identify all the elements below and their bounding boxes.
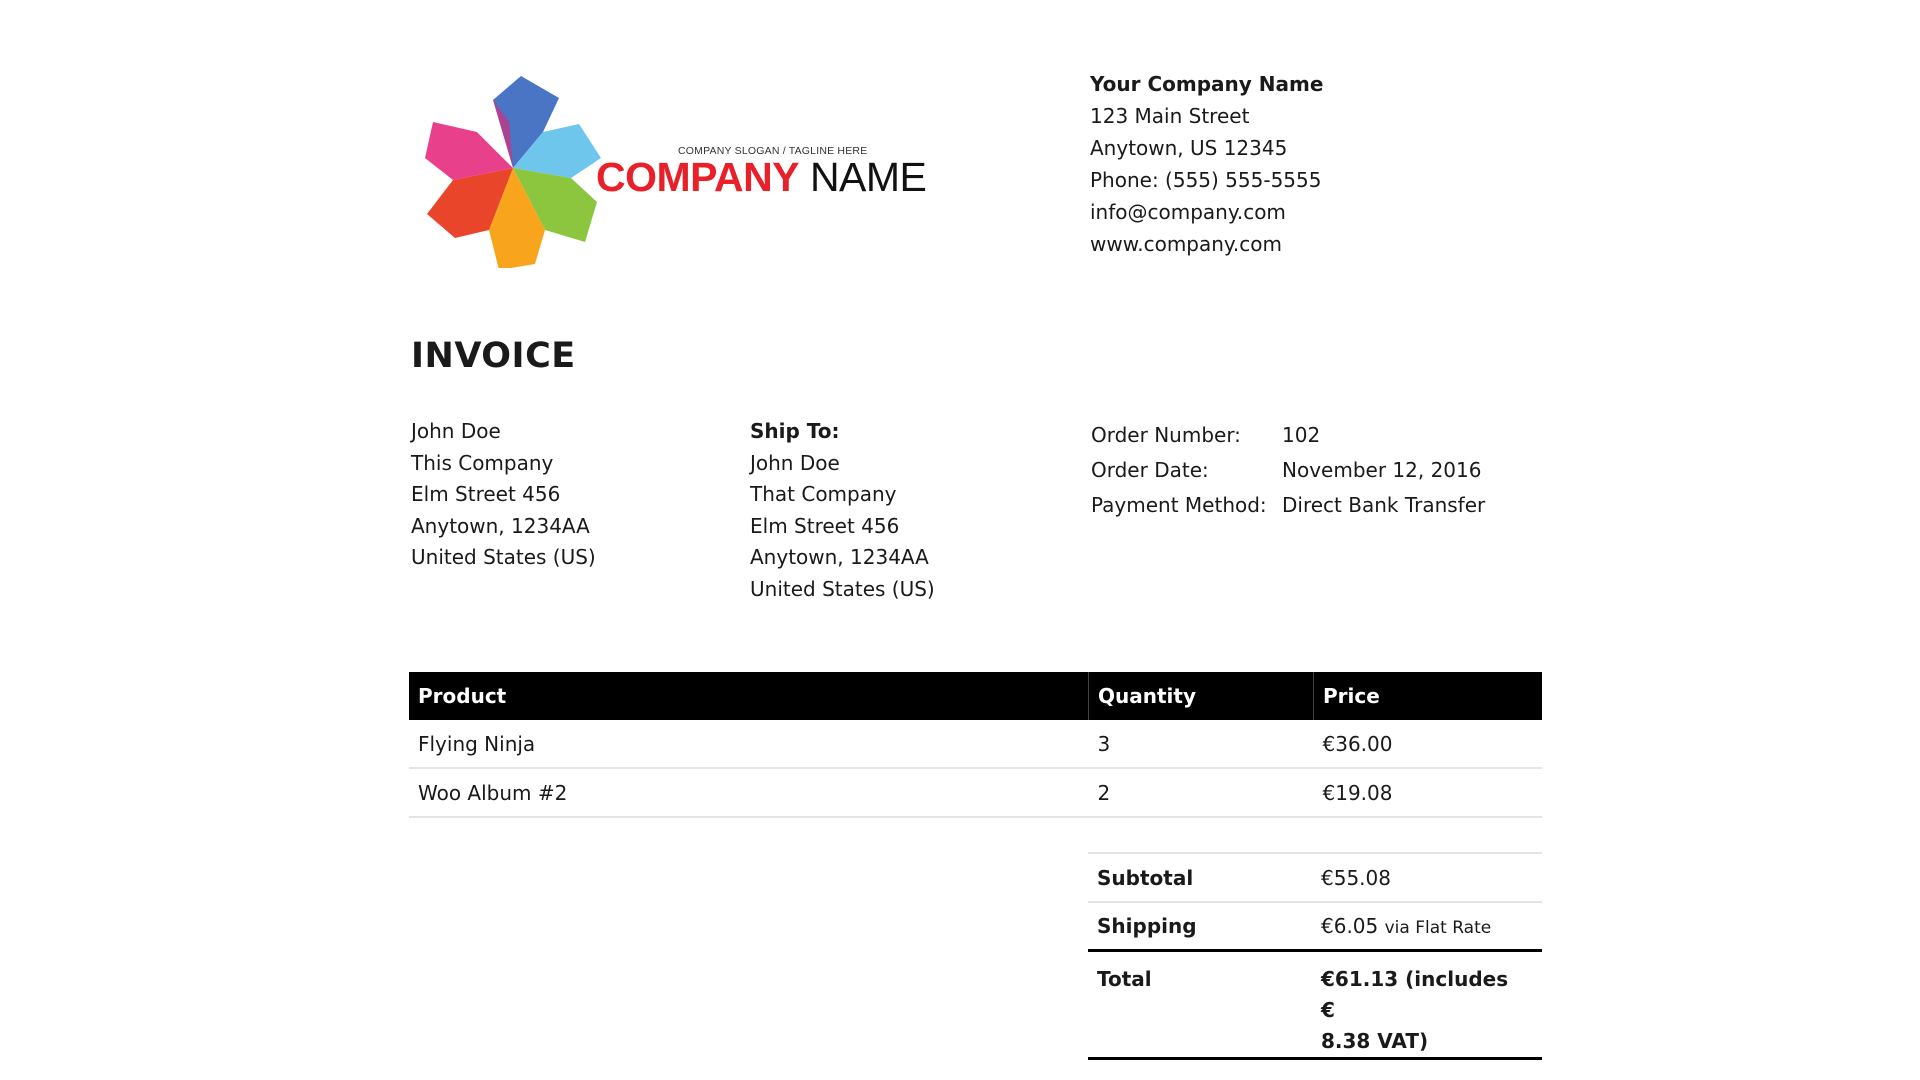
payment-method-label: Payment Method:	[1091, 493, 1267, 517]
product-column-header: Product	[409, 672, 1089, 720]
products-table	[409, 672, 1542, 818]
subtotal-row	[1088, 853, 1542, 902]
payment-method-value: Direct Bank Transfer	[1282, 493, 1486, 517]
total-label: Total	[1088, 951, 1312, 1059]
total-amount: €61.13 (includes €	[1321, 967, 1509, 1022]
table-row	[409, 720, 1542, 768]
seller-street: 123 Main Street	[1090, 104, 1250, 128]
order-number-value: 102	[1282, 423, 1321, 447]
company-logo-name-primary: COMPANY	[596, 154, 800, 200]
shipping-cost-label: Shipping	[1088, 902, 1312, 951]
seller-email: info@company.com	[1090, 200, 1286, 224]
seller-city: Anytown, US 12345	[1090, 136, 1288, 160]
seller-phone: Phone: (555) 555-5555	[1090, 168, 1322, 192]
total-value	[1312, 951, 1542, 1059]
billing-name: John Doe	[411, 419, 501, 443]
product-name-cell: Woo Album #2	[409, 768, 1089, 817]
totals-table	[1088, 852, 1542, 1060]
shipping-street: Elm Street 456	[750, 513, 900, 538]
price-cell: €19.08	[1314, 768, 1543, 817]
shipping-address	[750, 416, 935, 605]
pinwheel-logo-icon	[418, 68, 608, 268]
products-header-row	[409, 672, 1542, 720]
product-name-cell: Flying Ninja	[409, 720, 1089, 768]
company-logo-name	[596, 154, 926, 201]
order-details	[1091, 418, 1485, 523]
price-column-header: Price	[1314, 672, 1543, 720]
total-vat-note: 8.38 VAT)	[1321, 1029, 1429, 1053]
subtotal-label: Subtotal	[1088, 853, 1312, 902]
seller-address	[1090, 68, 1323, 260]
payment-method-row	[1091, 488, 1485, 523]
billing-company: This Company	[411, 450, 554, 475]
billing-country: United States (US)	[411, 545, 596, 569]
shipping-company: That Company	[750, 482, 897, 506]
seller-website: www.company.com	[1090, 232, 1282, 256]
billing-city: Anytown, 1234AA	[411, 513, 590, 538]
billing-street: Elm Street 456	[411, 482, 561, 506]
shipping-method: via Flat Rate	[1384, 918, 1492, 938]
order-date-value: November 12, 2016	[1282, 458, 1482, 482]
billing-address	[411, 416, 596, 574]
seller-name: Your Company Name	[1090, 72, 1324, 96]
shipping-name: John Doe	[750, 450, 840, 475]
quantity-cell: 2	[1089, 768, 1314, 817]
shipping-country: United States (US)	[750, 576, 935, 601]
order-date-label: Order Date:	[1091, 458, 1209, 482]
shipping-cost-cell	[1312, 902, 1542, 951]
company-logo-name-secondary: NAME	[809, 154, 927, 200]
ship-to-label: Ship To:	[750, 419, 840, 443]
total-row	[1088, 951, 1542, 1059]
shipping-row	[1088, 902, 1542, 951]
order-date-row	[1091, 453, 1485, 488]
shipping-city: Anytown, 1234AA	[750, 545, 929, 569]
subtotal-value: €55.08	[1312, 853, 1542, 902]
order-number-label: Order Number:	[1091, 423, 1241, 447]
company-logo	[418, 68, 927, 268]
price-cell: €36.00	[1314, 720, 1543, 768]
order-number-row	[1091, 418, 1485, 453]
invoice-title: INVOICE	[411, 336, 576, 376]
table-row	[409, 768, 1542, 817]
company-slogan: COMPANY SLOGAN / TAGLINE HERE	[678, 145, 868, 157]
shipping-cost-value: €6.05	[1321, 914, 1379, 938]
quantity-cell: 3	[1089, 720, 1314, 768]
quantity-column-header: Quantity	[1089, 672, 1314, 720]
